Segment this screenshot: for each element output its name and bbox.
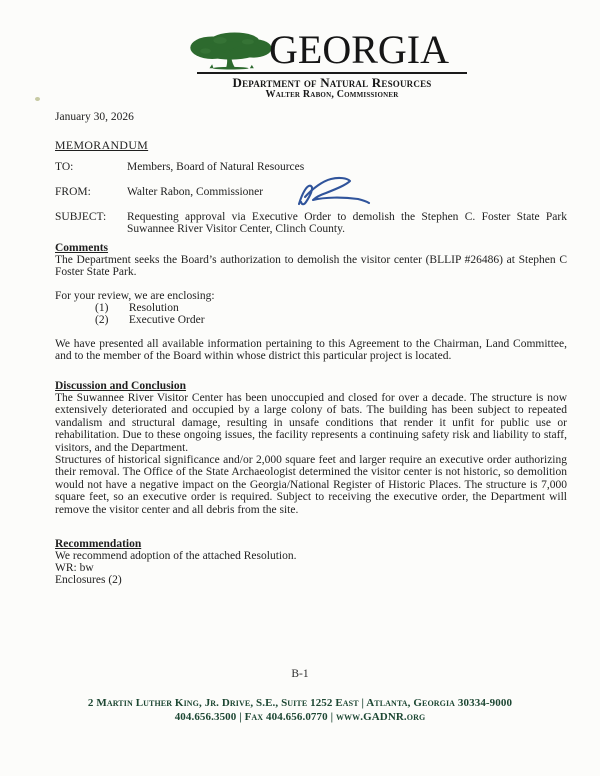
discussion-para-2: Structures of historical significance and/or 2,000 square feet and larger require an executive order authorizing their removal. The Office of the State Archaeologist determined the visitor center is not historic, so demolition would not have a negative impact on the Georgia/National Register of Historic Places. The structure is 7,000 square feet, so an executive order is required. Subject to receiving the executive order, the Department will remove the visitor center and all debris from the site.: [55, 454, 567, 516]
department-name: Department of Natural Resources: [232, 75, 432, 91]
enclosures-line: Enclosures (2): [55, 574, 122, 586]
to-row: [55, 161, 567, 173]
commissioner-name: Walter Rabon, Commissioner: [265, 89, 399, 101]
memo-date: January 30, 2026: [55, 111, 134, 123]
footer-address: 2 Martin Luther King, Jr. Drive, S.E., Suite 1252 East | Atlanta, Georgia 30334-9000: [87, 697, 513, 709]
to-value: Members, Board of Natural Resources: [127, 161, 305, 173]
subject-label: SUBJECT:: [55, 211, 107, 223]
georgia-logo: [187, 26, 467, 70]
commissioner-signature: [295, 175, 371, 211]
enclosure-num: (1): [95, 302, 109, 314]
from-label: FROM:: [55, 186, 91, 198]
discussion-para-1: The Suwannee River Visitor Center has been unoccupied and closed for over a decade. The structure is now extensively deteriorated and occupied by a large colony of bats. The building has been subject to repeated vandalism and structural damage, resulting in unsafe conditions that render it unfit for public use or rehabilitation. Due to these ongoing issues, the facility represents a continuing safety risk and liability to staff, visitors, and the Department.: [55, 392, 567, 454]
enclosure-label: Resolution: [128, 302, 179, 314]
discussion-heading: Discussion and Conclusion: [55, 380, 187, 392]
initials-line: WR: bw: [55, 562, 94, 574]
oak-tree-icon: [187, 30, 273, 72]
enclosure-item-2: [95, 314, 205, 326]
footer-contact: 404.656.3500 | Fax 404.656.0770 | www.GADNR.org: [174, 711, 426, 723]
recommendation-heading: Recommendation: [55, 538, 142, 550]
scan-speck: [35, 97, 40, 101]
comments-body: The Department seeks the Board’s authorization to demolish the visitor center (BLLIP #26486) at Stephen C Foster State Park.: [55, 254, 567, 279]
enclosing-intro: For your review, we are enclosing:: [55, 290, 215, 302]
letterhead-rule: [197, 72, 467, 74]
page-number: B-1: [291, 668, 309, 680]
enclosure-num: (2): [95, 314, 109, 326]
from-value: Walter Rabon, Commissioner: [127, 186, 264, 198]
letterhead: [187, 26, 467, 100]
enclosure-label: Executive Order: [128, 314, 205, 326]
presented-paragraph: We have presented all available information pertaining to this Agreement to the Chairman, Land Committee, and to the member of the Board within whose district this particular project is located.: [55, 338, 567, 363]
subject-row: [55, 211, 567, 236]
comments-heading: Comments: [55, 242, 109, 254]
to-label: TO:: [55, 161, 74, 173]
subject-value: Requesting approval via Executive Order to demolish the Stephen C. Foster State Park Suwannee River Visitor Center, Clinch County.: [127, 211, 567, 236]
recommendation-body: We recommend adoption of the attached Resolution.: [55, 550, 297, 562]
memo-title: MEMORANDUM: [55, 138, 149, 152]
enclosure-item-1: [95, 302, 179, 314]
org-name: GEORGIA: [269, 27, 449, 72]
